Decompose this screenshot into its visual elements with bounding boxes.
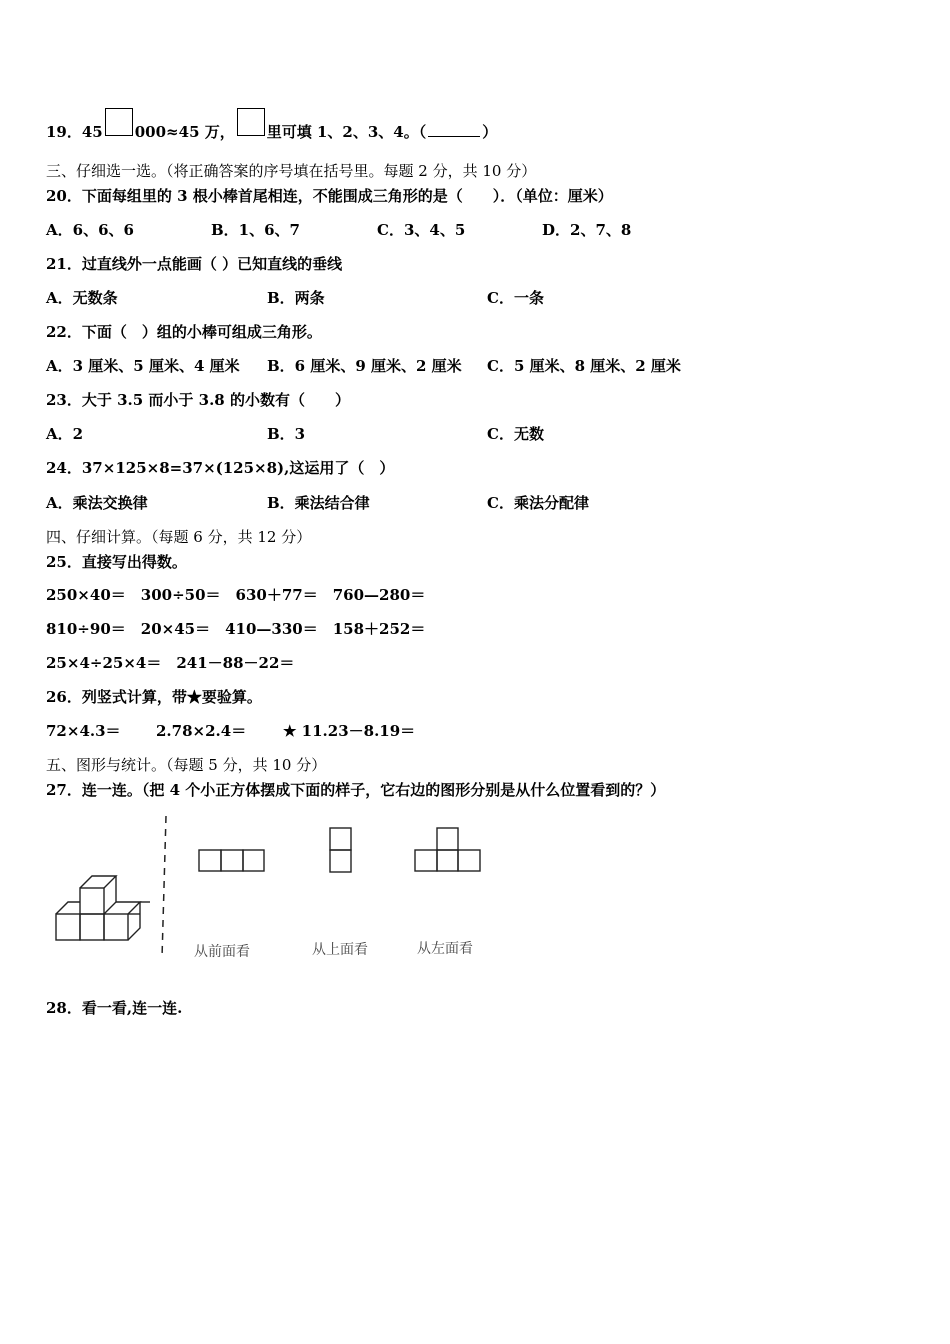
caption-front: 从前面看 xyxy=(194,944,250,960)
vertical-calc-1: 72×4.3＝ xyxy=(46,722,121,740)
question-25: 25．直接写出得数。 xyxy=(46,553,187,571)
question-23: 23．大于 3.5 而小于 3.8 的小数有（ ） xyxy=(46,391,350,409)
q20-option-a[interactable]: A．6、6、6 xyxy=(46,221,134,239)
view-t-shape[interactable] xyxy=(415,828,480,871)
question-22: 22．下面（ ）组的小棒可组成三角形。 xyxy=(46,323,322,341)
cube-stack xyxy=(56,876,150,940)
question-19: 19．45 000≈45 万， 里可填 1、2、3、4。（ ） xyxy=(46,114,497,142)
q21-option-a[interactable]: A．无数条 xyxy=(46,289,118,307)
caption-left: 从左面看 xyxy=(417,941,473,957)
q20-option-d[interactable]: D．2、7、8 xyxy=(542,221,632,239)
vertical-calc-3: ★ 11.23－8.19＝ xyxy=(283,722,416,740)
answer-box[interactable] xyxy=(105,108,133,136)
q24-option-c[interactable]: C．乘法分配律 xyxy=(487,494,589,512)
q20-option-c[interactable]: C．3、4、5 xyxy=(377,221,466,239)
calc-row-1: 250×40＝ 300÷50＝ 630＋77＝ 760—280＝ xyxy=(46,586,426,604)
q22-option-c[interactable]: C．5 厘米、8 厘米、2 厘米 xyxy=(487,357,681,375)
q23-option-a[interactable]: A．2 xyxy=(46,425,84,443)
question-21: 21．过直线外一点能画（ ）已知直线的垂线 xyxy=(46,255,343,273)
question-24: 24．37×125×8=37×(125×8),这运用了（ ） xyxy=(46,459,395,477)
section-4-heading: 四、仔细计算。（每题 6 分，共 12 分） xyxy=(46,528,312,546)
calc-row-3: 25×4÷25×4＝ 241－88－22＝ xyxy=(46,654,295,672)
q22-option-b[interactable]: B．6 厘米、9 厘米、2 厘米 xyxy=(267,357,462,375)
answer-box-2[interactable] xyxy=(237,108,265,136)
question-26: 26．列竖式计算，带★要验算。 xyxy=(46,688,262,706)
q21-option-c[interactable]: C．一条 xyxy=(487,289,544,307)
q24-option-a[interactable]: A．乘法交换律 xyxy=(46,494,148,512)
q23-option-c[interactable]: C．无数 xyxy=(487,425,544,443)
section-5-heading: 五、图形与统计。（每题 5 分，共 10 分） xyxy=(46,756,327,774)
q21-option-b[interactable]: B．两条 xyxy=(267,289,325,307)
question-20: 20．下面每组里的 3 根小棒首尾相连，不能围成三角形的是（ ）．（单位：厘米） xyxy=(46,187,613,205)
cube-views-figure xyxy=(46,812,506,972)
q23-option-b[interactable]: B．3 xyxy=(267,425,306,443)
caption-top: 从上面看 xyxy=(312,942,368,958)
question-28: 28．看一看,连一连. xyxy=(46,999,183,1017)
question-27: 27．连一连。（把 4 个小正方体摆成下面的样子，它右边的图形分别是从什么位置看到的？） xyxy=(46,781,666,799)
vertical-calc-2: 2.78×2.4＝ xyxy=(156,722,247,740)
view-three-row[interactable] xyxy=(199,850,264,871)
calc-row-2: 810÷90＝ 20×45＝ 410—330＝ 158＋252＝ xyxy=(46,620,426,638)
q20-option-b[interactable]: B．1、6、7 xyxy=(211,221,300,239)
view-two-stack[interactable] xyxy=(330,828,351,872)
section-3-heading: 三、仔细选一选。（将正确答案的序号填在括号里。每题 2 分，共 10 分） xyxy=(46,162,537,180)
dashed-divider xyxy=(162,816,166,958)
q22-option-a[interactable]: A．3 厘米、5 厘米、4 厘米 xyxy=(46,357,240,375)
answer-blank[interactable] xyxy=(428,122,480,137)
q24-option-b[interactable]: B．乘法结合律 xyxy=(267,494,370,512)
